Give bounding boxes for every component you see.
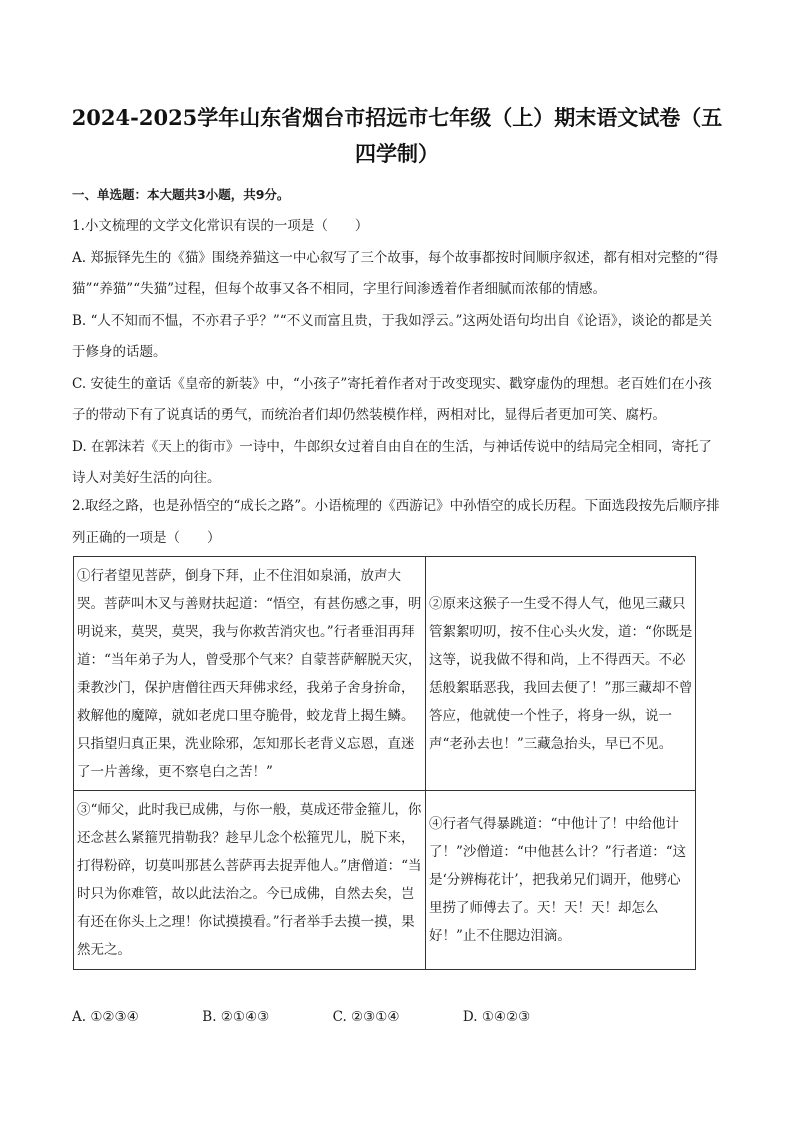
excerpt-cell-1: ①行者望见菩萨，倒身下拜，止不住泪如泉涌，放声大哭。菩萨叫木叉与善财扶起道：“悟空，有甚伤感之事，明明说来，莫哭，莫哭，我与你救苦消灾也。”行者垂泪再拜道：“当年弟子为人，曾受那个气来？自蒙菩萨解脱天灾，秉教沙门，保护唐僧往西天拜佛求经，我弟子舍身拚命，救解他的魔障，就如老虎口里夺脆骨，蛟龙背上揭生鳞。只指望归真正果，洗业除邪，怎知那长老背义忘恩，直迷了一片善缘，更不察皂白之苦！” — [74, 557, 426, 791]
table-row — [74, 791, 696, 970]
question-2-option-a[interactable]: A. ①②③④ — [72, 1009, 139, 1025]
table-row — [74, 557, 696, 791]
question-1 — [72, 211, 722, 495]
question-1-option-a: A. 郑振铎先生的《猫》围绕养猫这一中心叙写了三个故事，每个故事都按时间顺序叙述，都有相对完整的“得猫”“养猫”“失猫”过程，但每个故事又各不相同，字里行间渗透着作者细腻而浓郁的情感。 — [72, 249, 719, 297]
excerpt-cell-2: ②原来这猴子一生受不得人气，他见三藏只管絮絮叨叨，按不住心头火发，道：“你既是这等，说我做不得和尚，上不得西天。不必恁般絮聒恶我，我回去便了！”那三藏却不曾答应，他就使一个性子，将身一纵，说一声“老孙去也！”三藏急抬头，早已不见。 — [426, 557, 696, 791]
excerpt-table — [73, 556, 696, 970]
title-line-1: 2024-2025学年山东省烟台市招远市七年级（上）期末语文试卷（五 — [71, 105, 723, 130]
title-line-2: 四学制） — [355, 141, 439, 166]
question-1-option-b: B. “人不知而不愠，不亦君子乎？”“不义而富且贵，于我如浮云。”这两处语句均出自《论语》，谈论的都是关于修身的话题。 — [72, 312, 713, 360]
exam-title — [60, 100, 734, 172]
question-2-option-b[interactable]: B. ②①④③ — [202, 1009, 270, 1025]
excerpt-cell-3: ③“师父，此时我已成佛，与你一般，莫成还带金箍儿，你还念甚么紧箍咒掯勒我？趁早儿念个松箍咒儿，脱下来，打得粉碎，切莫叫那甚么菩萨再去捉弄他人。”唐僧道：“当时只为你难管，故以此法治之。今已成佛，自然去矣，岂有还在你头上之理！你试摸摸看。”行者举手去摸一摸，果然无之。 — [74, 791, 426, 970]
excerpt-cell-4: ④行者气得暴跳道：“中他计了！中给他计了！”沙僧道：“中他甚么计？”行者道：“这是‘分辨梅花计’，把我弟兄们调开，他劈心里捞了师傅去了。天！天！天！却怎么好！”止不住腮边泪滴。 — [426, 791, 696, 970]
question-2-options — [72, 1005, 722, 1029]
question-2-stem: 2.取经之路，也是孙悟空的“成长之路”。小语梳理的《西游记》中孙悟空的成长历程。下面选段按先后顺序排列正确的一项是（ ） — [72, 498, 720, 546]
question-2-option-d[interactable]: D. ①④②③ — [462, 1009, 531, 1025]
question-1-stem: 1.小文梳理的文学文化常识有误的一项是（ ） — [72, 218, 369, 234]
question-1-option-c: C. 安徒生的童话《皇帝的新装》中，“小孩子”寄托着作者对于改变现实、戳穿虚伪的理想。老百姓们在小孩子的带动下有了说真话的勇气，而统治者们却仍然装模作样，两相对比，显得后者更加可笑、腐朽。 — [72, 375, 712, 423]
section-heading: 一、单选题：本大题共3小题，共9分。 — [72, 187, 290, 202]
question-2-option-c[interactable]: C. ②③①④ — [332, 1009, 400, 1025]
question-1-option-d: D. 在郭沫若《天上的街市》一诗中，牛郎织女过着自由自在的生活，与神话传说中的结局完全相同，寄托了诗人对美好生活的向往。 — [72, 438, 712, 486]
